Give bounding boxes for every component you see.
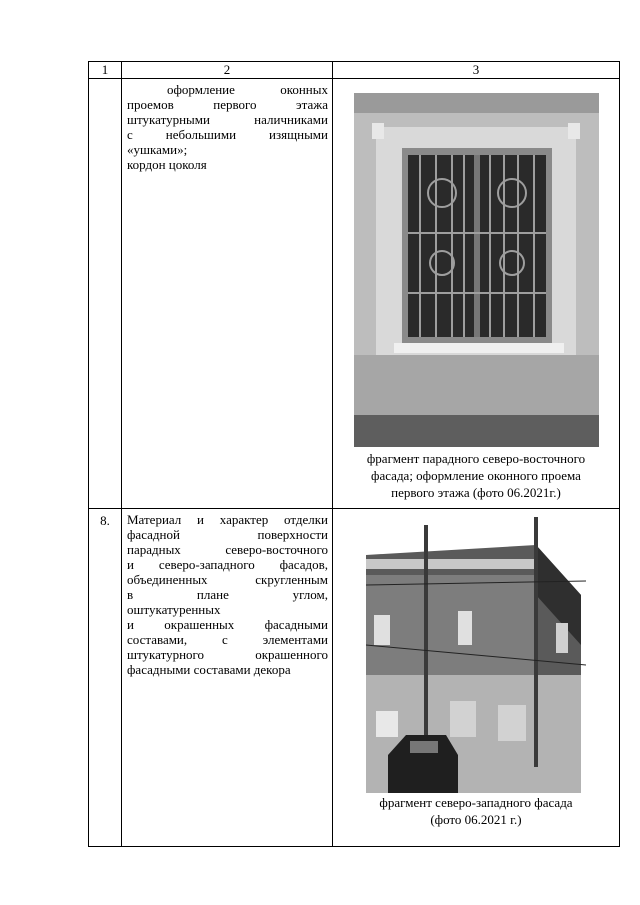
caption-line: первого этажа (фото 06.2021г.) [391,485,561,500]
document-table [88,61,620,847]
row-description [122,79,333,509]
header-col-2: 2 [122,62,333,79]
description-line: с небольшими изящными [127,127,328,142]
photo-cell [333,509,620,847]
description-line: в плане углом, [127,587,328,602]
header-col-1: 1 [89,62,122,79]
description-line: «ушками»; [127,142,188,157]
caption-line: фасада; оформление оконного проема [371,468,581,483]
description-line: объединенных скругленным [127,572,328,587]
description-line: и северо-западного фасадов, [127,557,328,572]
description-line: штукатурными наличниками [127,112,328,127]
photo-cell [333,79,620,509]
photo-caption [333,450,619,501]
row-description [122,509,333,847]
description-line: оформление оконных [167,82,328,97]
description-line: оштукатуренных [127,602,221,617]
table-row [89,509,620,847]
header-row [89,62,620,79]
description-line: штукатурного окрашенного [127,647,328,662]
description-line: фасадной поверхности [127,527,328,542]
description-line: и окрашенных фасадными [127,617,328,632]
caption-line: (фото 06.2021 г.) [430,812,522,827]
row-number [89,79,122,509]
caption-line: фрагмент северо-западного фасада [379,795,573,810]
caption-line: фрагмент парадного северо-восточного [366,451,586,466]
photo-caption [333,794,619,828]
building-corner-photo [366,515,586,793]
table-row [89,79,620,509]
description-line: фасадными составами декора [127,662,291,677]
description-line: кордон цоколя [127,157,207,172]
description-line: проемов первого этажа [127,97,328,112]
description-line: Материал и характер отделки [127,512,328,527]
header-col-3: 3 [333,62,620,79]
description-line: составами, с элементами [127,632,328,647]
window-facade-photo [354,93,599,447]
description-line: парадных северо-восточного [127,542,328,557]
row-number: 8. [89,509,122,847]
